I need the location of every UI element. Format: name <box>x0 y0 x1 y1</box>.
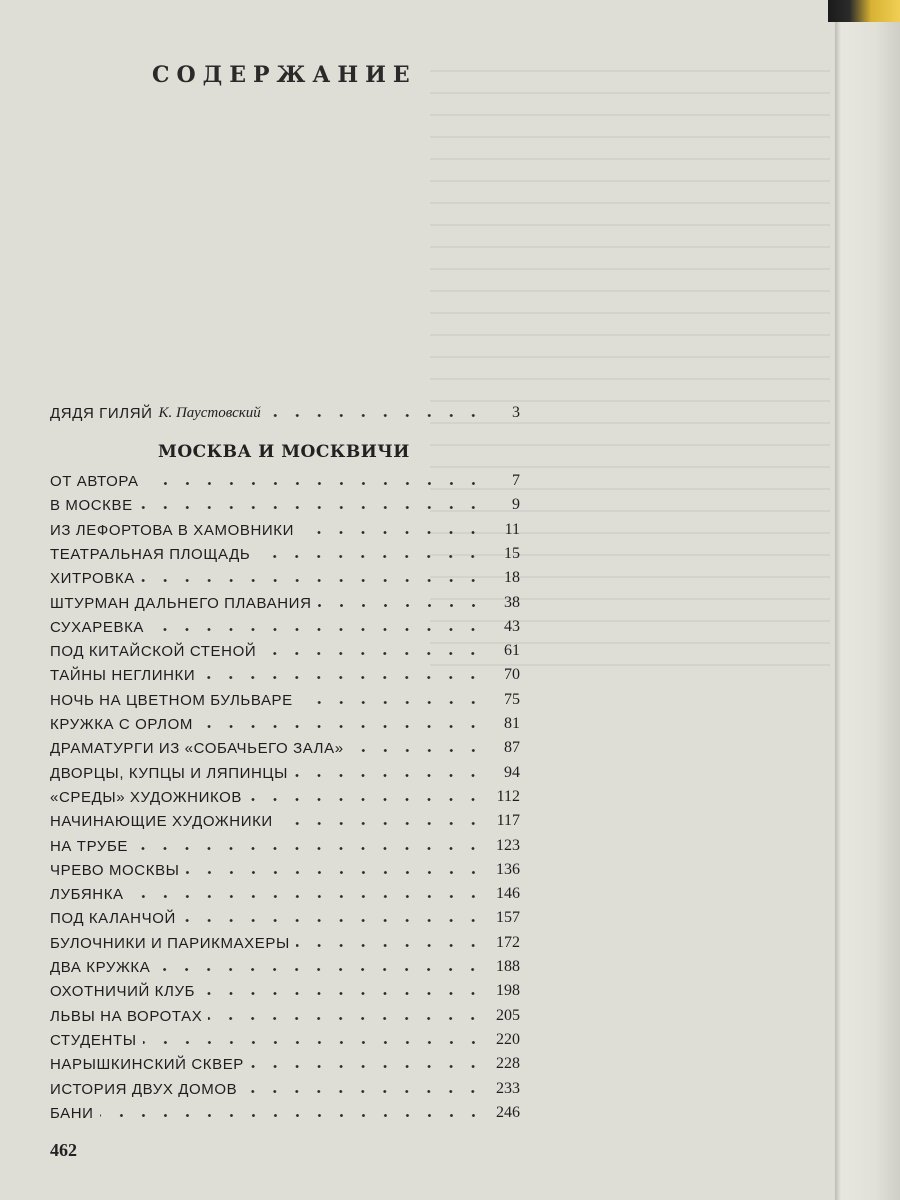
dot-leader <box>294 774 484 777</box>
page-title: СОДЕРЖАНИЕ <box>152 62 417 88</box>
toc-row <box>50 1025 520 1049</box>
toc-page-number: 38 <box>504 593 520 611</box>
toc-row <box>50 636 520 660</box>
toc-entry-label: НОЧЬ НА ЦВЕТНОМ БУЛЬВАРЕ <box>50 691 293 709</box>
toc-page-number: 11 <box>504 520 520 538</box>
dot-leader <box>262 652 484 655</box>
dot-leader <box>134 847 484 850</box>
toc-page-number: 136 <box>496 860 520 878</box>
dot-leader <box>139 506 484 509</box>
toc-page-number: 220 <box>496 1030 520 1048</box>
toc-page-number: 61 <box>504 642 520 660</box>
dot-leader <box>186 871 484 874</box>
toc-page-number: 87 <box>504 739 520 757</box>
toc-page-number: 43 <box>504 617 520 635</box>
dot-leader <box>248 798 484 801</box>
dot-leader <box>100 1114 484 1117</box>
toc-page-number: 172 <box>496 933 520 951</box>
toc-preface-row <box>50 398 520 422</box>
toc-row <box>50 1049 520 1073</box>
toc-entry-label: ТЕАТРАЛЬНАЯ ПЛОЩАДЬ <box>50 545 251 563</box>
toc-page-number: 246 <box>496 1103 520 1121</box>
toc-entry-label: ОХОТНИЧИЙ КЛУБ <box>50 983 196 1001</box>
toc-row <box>50 806 520 830</box>
toc-row <box>50 1001 520 1025</box>
dot-leader <box>145 482 484 485</box>
toc-row <box>50 903 520 927</box>
toc-page-number: 81 <box>504 715 520 732</box>
toc-page-number: 75 <box>504 690 520 708</box>
dot-leader <box>267 414 484 417</box>
toc-row <box>50 588 520 612</box>
toc-row <box>50 1098 520 1122</box>
toc-entry-label: ЛЬВЫ НА ВОРОТАХ <box>50 1007 203 1025</box>
toc-row <box>50 1074 520 1098</box>
toc-entry-label: БУЛОЧНИКИ И ПАРИКМАХЕРЫ <box>50 934 290 952</box>
toc-entry-label: ШТУРМАН ДАЛЬНЕГО ПЛАВАНИЯ <box>50 594 312 612</box>
toc-page-number: 7 <box>512 472 520 489</box>
toc-entry-label: ДВА КРУЖКА <box>50 959 151 976</box>
toc-entry-label: ХИТРОВКА <box>50 570 135 588</box>
dot-leader <box>150 628 484 631</box>
toc-row <box>50 709 520 733</box>
toc-row <box>50 758 520 782</box>
toc-page-number: 18 <box>504 569 520 587</box>
toc-entry-label: ДРАМАТУРГИ ИЗ «СОБАЧЬЕГО ЗАЛА» <box>50 740 344 758</box>
toc-row <box>50 952 520 976</box>
toc-entry-label: «СРЕДЫ» ХУДОЖНИКОВ <box>50 788 242 806</box>
dot-leader <box>141 579 484 582</box>
toc-row <box>50 976 520 1000</box>
toc-entry-label: В МОСКВЕ <box>50 497 133 515</box>
toc-row <box>50 831 520 855</box>
toc-row <box>50 490 520 514</box>
toc-page-number: 3 <box>512 404 520 421</box>
toc-entry-label: БАНИ <box>50 1104 94 1122</box>
dot-leader <box>296 944 484 947</box>
dot-leader <box>199 725 484 728</box>
next-page-edge <box>835 0 900 1200</box>
dot-leader <box>350 749 484 752</box>
toc-row <box>50 928 520 952</box>
toc-page-number: 205 <box>496 1006 520 1024</box>
toc-entry-label: ОТ АВТОРА <box>50 473 139 490</box>
toc-entry-label: ДЯДЯ ГИЛЯЙ <box>50 405 153 422</box>
dot-leader <box>250 1065 484 1068</box>
toc-row <box>50 612 520 636</box>
toc-page-number: 146 <box>496 885 520 903</box>
dot-leader <box>182 919 484 922</box>
toc-page-number: 15 <box>504 544 520 562</box>
dot-leader <box>300 531 484 534</box>
toc-row <box>50 563 520 587</box>
dot-leader <box>143 1041 484 1044</box>
page-number: 462 <box>50 1140 77 1160</box>
toc-row <box>50 685 520 709</box>
toc-page-number: 94 <box>504 763 520 781</box>
toc-row <box>50 855 520 879</box>
dot-leader <box>201 676 484 679</box>
dot-leader <box>130 895 484 898</box>
dot-leader <box>208 1017 484 1020</box>
toc-entry-label: ЧРЕВО МОСКВЫ <box>50 861 180 879</box>
background-corner <box>828 0 900 22</box>
toc-entry-label: ПОД КАЛАНЧОЙ <box>50 910 176 928</box>
toc-row <box>50 515 520 539</box>
toc-page-number: 157 <box>496 909 520 927</box>
toc-row <box>50 782 520 806</box>
toc-page-number: 117 <box>496 812 520 830</box>
toc-entry-label: НАРЫШКИНСКИЙ СКВЕР <box>50 1056 244 1074</box>
toc-row <box>50 660 520 684</box>
toc-entry-label: ИЗ ЛЕФОРТОВА В ХАМОВНИКИ <box>50 521 294 539</box>
dot-leader <box>279 822 484 825</box>
toc-entry-label: ТАЙНЫ НЕГЛИНКИ <box>50 667 196 685</box>
toc-entry-label: НА ТРУБЕ <box>50 837 129 855</box>
toc-entry-author: К. Паустовский <box>158 405 261 421</box>
toc-entry-label: СУХАРЕВКА <box>50 618 145 636</box>
toc-row <box>50 466 520 490</box>
toc-page-number: 112 <box>496 787 520 805</box>
toc-page-number: 123 <box>496 836 520 854</box>
dot-leader <box>256 555 484 558</box>
toc-row <box>50 879 520 903</box>
toc-entry-label: СТУДЕНТЫ <box>50 1031 137 1049</box>
toc-entry-label: ДВОРЦЫ, КУПЦЫ И ЛЯПИНЦЫ <box>50 764 289 782</box>
dot-leader <box>201 992 484 995</box>
toc-entry-label: ЛУБЯНКА <box>50 886 124 904</box>
toc-page-number: 233 <box>496 1079 520 1097</box>
dot-leader <box>156 968 484 971</box>
section-heading: МОСКВА И МОСКВИЧИ <box>158 442 410 462</box>
toc-row <box>50 733 520 757</box>
dot-leader <box>318 604 485 607</box>
toc-page-number: 70 <box>504 666 520 684</box>
toc-entry-label: КРУЖКА С ОРЛОМ <box>50 716 193 733</box>
toc-entry-label: ПОД КИТАЙСКОЙ СТЕНОЙ <box>50 643 257 661</box>
toc-entry-label: НАЧИНАЮЩИЕ ХУДОЖНИКИ <box>50 813 273 831</box>
dot-leader <box>243 1090 484 1093</box>
toc-entry-label: ИСТОРИЯ ДВУХ ДОМОВ <box>50 1080 238 1098</box>
toc-page-number: 228 <box>496 1055 520 1073</box>
toc-row <box>50 539 520 563</box>
toc-page-number: 188 <box>496 958 520 975</box>
dot-leader <box>299 701 484 704</box>
toc-page-number: 198 <box>496 982 520 1000</box>
toc-page-number: 9 <box>512 496 520 514</box>
